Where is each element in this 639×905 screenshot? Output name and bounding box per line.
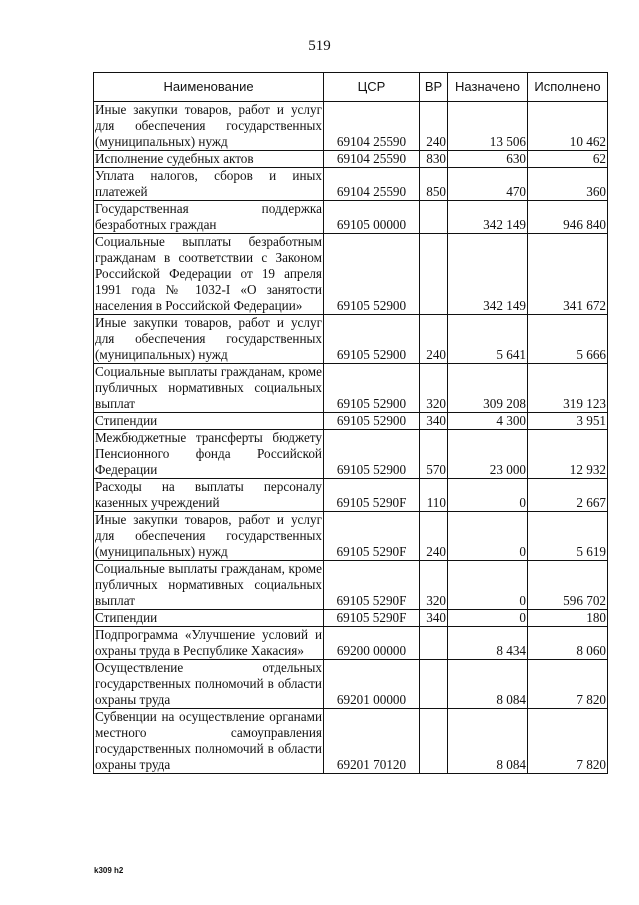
table-row: [94, 709, 608, 774]
table-row: [94, 315, 608, 364]
row-vr: [420, 709, 448, 774]
row-name: Межбюджетные трансферты бюджету Пенсионного фонда Российской Федерации: [95, 430, 322, 477]
header-name: Наименование: [94, 73, 324, 102]
row-name: Иные закупки товаров, работ и услуг для обеспечения государственных (муниципальных) нужд: [95, 512, 322, 559]
row-assigned: 0: [448, 610, 528, 627]
row-executed: 2 667: [528, 479, 608, 512]
row-vr: [420, 627, 448, 660]
row-vr: 850: [420, 168, 448, 201]
row-executed: 319 123: [528, 364, 608, 413]
table-row: [94, 102, 608, 151]
row-csr: 69104 25590: [324, 151, 420, 168]
row-csr: 69105 5290F: [324, 512, 420, 561]
row-name: Государственная поддержка безработных граждан: [95, 201, 322, 232]
row-csr: 69105 52900: [324, 364, 420, 413]
table-header-row: [94, 73, 608, 102]
table-row: [94, 610, 608, 627]
header-assigned: Назначено: [448, 73, 528, 102]
row-vr: 110: [420, 479, 448, 512]
table-row: [94, 234, 608, 315]
row-executed: 180: [528, 610, 608, 627]
table-row: [94, 660, 608, 709]
table-row: [94, 168, 608, 201]
row-name: Исполнение судебных актов: [94, 151, 324, 168]
row-vr: 340: [420, 413, 448, 430]
row-executed: 946 840: [528, 201, 608, 234]
row-name: Социальные выплаты безработным гражданам в соответствии с Законом Российской Федерации от 19 апреля 1991 года № 1032-I «О занятости населения в Российской Федерации»: [95, 234, 322, 313]
table-row: [94, 512, 608, 561]
row-name: Социальные выплаты гражданам, кроме публичных нормативных социальных выплат: [95, 561, 322, 608]
table-row: [94, 364, 608, 413]
row-csr: 69201 70120: [324, 709, 420, 774]
row-name: Расходы на выплаты персоналу казенных учреждений: [95, 479, 322, 510]
row-vr: 320: [420, 561, 448, 610]
row-name: Иные закупки товаров, работ и услуг для обеспечения государственных (муниципальных) нужд: [95, 315, 322, 362]
table-row: [94, 627, 608, 660]
row-csr: 69104 25590: [324, 168, 420, 201]
row-executed: 3 951: [528, 413, 608, 430]
row-name: Стипендии: [94, 413, 324, 430]
row-name: Социальные выплаты гражданам, кроме публичных нормативных социальных выплат: [95, 364, 322, 411]
row-vr: 240: [420, 102, 448, 151]
header-vr: ВР: [420, 73, 448, 102]
row-vr: 320: [420, 364, 448, 413]
row-executed: 12 932: [528, 430, 608, 479]
row-csr: 69105 5290F: [324, 479, 420, 512]
row-assigned: 13 506: [448, 102, 528, 151]
row-csr: 69105 5290F: [324, 610, 420, 627]
budget-table: [93, 72, 608, 774]
row-name: Иные закупки товаров, работ и услуг для обеспечения государственных (муниципальных) нужд: [95, 102, 322, 149]
row-executed: 10 462: [528, 102, 608, 151]
row-assigned: 5 641: [448, 315, 528, 364]
table-row: [94, 561, 608, 610]
row-csr: 69105 52900: [324, 315, 420, 364]
header-executed: Исполнено: [528, 73, 608, 102]
row-name: Стипендии: [94, 610, 324, 627]
row-name: Подпрограмма «Улучшение условий и охраны труда в Республике Хакасия»: [95, 627, 322, 658]
row-assigned: 8 084: [448, 660, 528, 709]
table-row: [94, 413, 608, 430]
row-assigned: 8 084: [448, 709, 528, 774]
table-row: [94, 201, 608, 234]
row-assigned: 309 208: [448, 364, 528, 413]
row-vr: 830: [420, 151, 448, 168]
row-csr: 69105 52900: [324, 413, 420, 430]
row-assigned: 630: [448, 151, 528, 168]
table-body: [94, 102, 608, 774]
row-csr: 69105 00000: [324, 201, 420, 234]
row-assigned: 0: [448, 479, 528, 512]
row-vr: 570: [420, 430, 448, 479]
row-name: Уплата налогов, сборов и иных платежей: [95, 168, 322, 199]
row-csr: 69200 00000: [324, 627, 420, 660]
table-row: [94, 479, 608, 512]
row-name: Субвенции на осуществление органами местного самоуправления государственных полномочий в области охраны труда: [95, 709, 322, 772]
row-assigned: 342 149: [448, 234, 528, 315]
row-executed: 341 672: [528, 234, 608, 315]
row-executed: 7 820: [528, 660, 608, 709]
row-assigned: 342 149: [448, 201, 528, 234]
row-executed: 62: [528, 151, 608, 168]
row-assigned: 470: [448, 168, 528, 201]
row-csr: 69201 00000: [324, 660, 420, 709]
page-number: 519: [308, 38, 331, 54]
row-csr: 69105 5290F: [324, 561, 420, 610]
row-executed: 360: [528, 168, 608, 201]
row-executed: 5 666: [528, 315, 608, 364]
row-vr: [420, 660, 448, 709]
row-assigned: 0: [448, 512, 528, 561]
row-assigned: 8 434: [448, 627, 528, 660]
row-csr: 69105 52900: [324, 234, 420, 315]
row-vr: [420, 234, 448, 315]
row-executed: 7 820: [528, 709, 608, 774]
footer-code: k309 h2: [94, 866, 124, 875]
row-executed: 8 060: [528, 627, 608, 660]
row-csr: 69104 25590: [324, 102, 420, 151]
row-vr: 340: [420, 610, 448, 627]
row-executed: 596 702: [528, 561, 608, 610]
header-csr: ЦСР: [324, 73, 420, 102]
row-vr: [420, 201, 448, 234]
row-executed: 5 619: [528, 512, 608, 561]
row-assigned: 0: [448, 561, 528, 610]
row-csr: 69105 52900: [324, 430, 420, 479]
row-assigned: 4 300: [448, 413, 528, 430]
row-vr: 240: [420, 512, 448, 561]
row-vr: 240: [420, 315, 448, 364]
table-row: [94, 151, 608, 168]
row-name: Осуществление отдельных государственных полномочий в области охраны труда: [95, 660, 322, 707]
row-assigned: 23 000: [448, 430, 528, 479]
table-row: [94, 430, 608, 479]
